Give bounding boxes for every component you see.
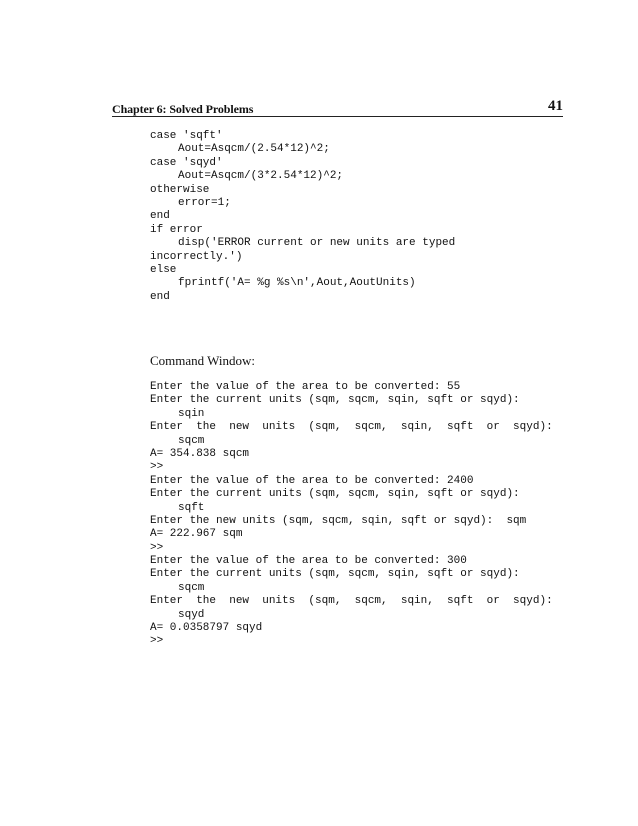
command-line: Enter the current units (sqm, sqcm, sqin, sqft or sqyd): <box>150 568 520 581</box>
command-line: Enter the new units (sqm, sqcm, sqin, sqft or sqyd): <box>150 595 553 608</box>
command-window-output <box>150 381 553 649</box>
code-line: end <box>150 290 170 303</box>
code-line: fprintf('A= %g %s\n',Aout,AoutUnits) <box>178 277 416 290</box>
command-line: sqcm <box>178 581 205 594</box>
code-listing <box>150 130 455 304</box>
command-line: >> <box>150 541 164 554</box>
code-line: incorrectly.') <box>150 250 243 263</box>
command-line: Enter the current units (sqm, sqcm, sqin, sqft or sqyd): <box>150 394 520 407</box>
code-line: case 'sqft' <box>150 130 223 142</box>
command-line: Enter the value of the area to be converted: 55 <box>150 381 461 393</box>
page-number: 41 <box>548 98 563 114</box>
code-line: otherwise <box>150 183 210 196</box>
command-line: sqft <box>178 501 205 514</box>
code-line: Aout=Asqcm/(3*2.54*12)^2; <box>178 170 344 183</box>
command-line: A= 354.838 sqcm <box>150 447 250 460</box>
command-line: >> <box>150 461 164 474</box>
code-line: error=1; <box>178 196 231 209</box>
command-line: A= 222.967 sqm <box>150 528 243 541</box>
code-line: case 'sqyd' <box>150 156 223 169</box>
command-line: sqcm <box>178 434 205 447</box>
chapter-title: Chapter 6: Solved Problems <box>112 102 254 116</box>
command-line: >> <box>150 635 164 648</box>
page-header <box>112 100 563 117</box>
command-line: Enter the new units (sqm, sqcm, sqin, sqft or sqyd): sqm <box>150 514 527 527</box>
command-window-label: Command Window: <box>150 353 256 368</box>
command-line: sqin <box>178 407 205 420</box>
code-line: if error <box>150 223 203 236</box>
command-line: Enter the current units (sqm, sqcm, sqin, sqft or sqyd): <box>150 488 520 501</box>
code-line: Aout=Asqcm/(2.54*12)^2; <box>178 143 330 156</box>
code-line: disp('ERROR current or new units are typed <box>178 237 456 250</box>
command-line: Enter the value of the area to be converted: 2400 <box>150 474 474 487</box>
code-line: else <box>150 263 177 276</box>
command-line: sqyd <box>178 608 205 621</box>
command-line: Enter the value of the area to be converted: 300 <box>150 555 467 568</box>
code-line: end <box>150 210 170 223</box>
command-line: Enter the new units (sqm, sqcm, sqin, sqft or sqyd): <box>150 421 553 434</box>
command-line: A= 0.0358797 sqyd <box>150 622 263 635</box>
